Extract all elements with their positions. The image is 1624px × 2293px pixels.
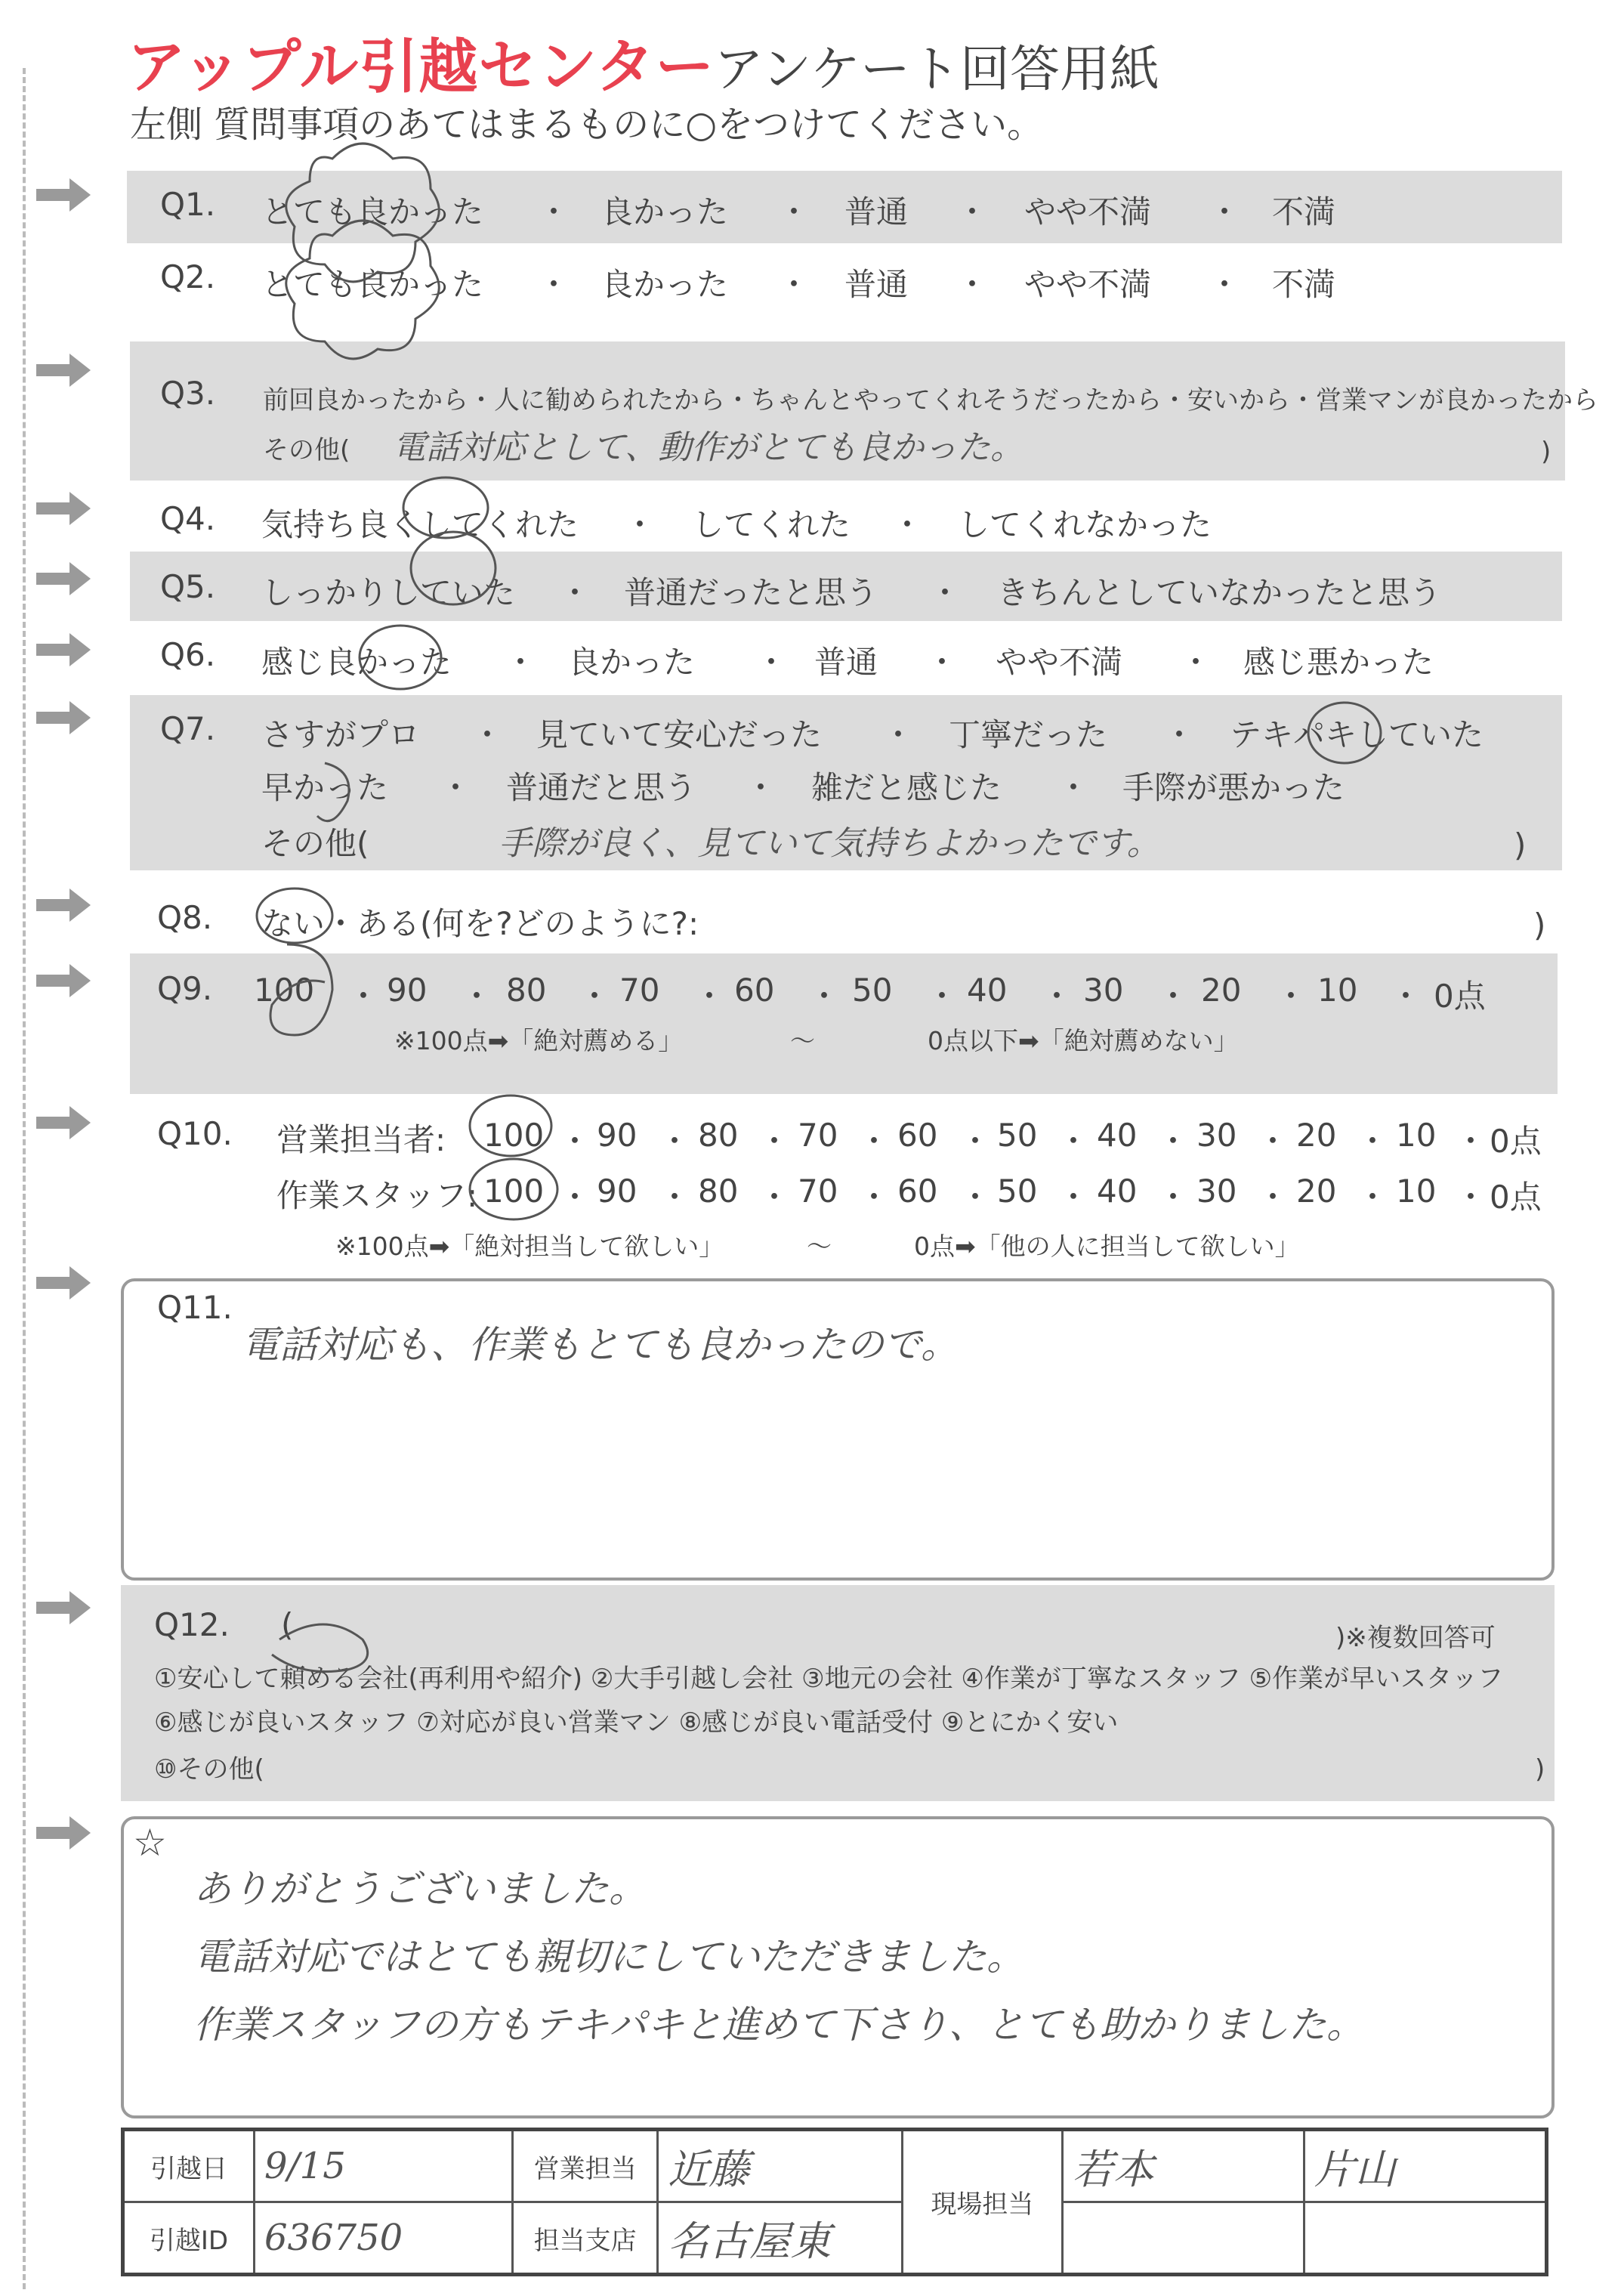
q7-option-7[interactable]: 雑だと感じた xyxy=(811,769,1002,806)
sales-label: 営業担当 xyxy=(513,2130,658,2202)
q1-option-4[interactable]: やや不満 xyxy=(1024,193,1152,230)
q2-option-1[interactable]: とても良かった xyxy=(261,266,484,303)
q9-label: Q9. xyxy=(157,970,213,1007)
move-id-label: 引越ID xyxy=(123,2202,255,2275)
q10-label: Q10. xyxy=(157,1115,233,1152)
q12-other-label: ⑩その他( xyxy=(154,1754,264,1785)
q9-score-0[interactable]: 0点 xyxy=(1434,978,1486,1015)
q12-options-row1[interactable]: ①安心して頼める会社(再利用や紹介) ②大手引越し会社 ③地元の会社 ④作業が丁寧なスタッフ ⑤作業が早いスタッフ xyxy=(154,1664,1504,1694)
q10-sales-score-70[interactable]: 70 xyxy=(798,1117,838,1154)
form-title: アンケート回答用紙 xyxy=(714,40,1160,98)
comment-line-2[interactable]: 電話対応ではとても親切にしていただきました。 xyxy=(193,1935,1024,1979)
q9-note-right: 0点以下➡「絶対薦めない」 xyxy=(928,1026,1239,1055)
q9-score-40[interactable]: 40 xyxy=(967,972,1008,1009)
q7-option-8[interactable]: 手際が悪かった xyxy=(1122,769,1345,806)
q10-staff-score-80[interactable]: 80 xyxy=(698,1173,739,1210)
q9-score-10[interactable]: 10 xyxy=(1317,972,1358,1009)
q9-score-60[interactable]: 60 xyxy=(734,972,775,1009)
star-icon: ☆ xyxy=(133,1821,167,1865)
move-date-label: 引越日 xyxy=(123,2130,255,2202)
q10-staff-score-0[interactable]: 0点 xyxy=(1490,1179,1542,1216)
q5-option-1[interactable]: しっかりしていた xyxy=(261,574,516,611)
q10-sales-score-30[interactable]: 30 xyxy=(1196,1117,1237,1154)
q10-staff-score-70[interactable]: 70 xyxy=(798,1173,838,1210)
sales-name[interactable]: 近藤 xyxy=(668,2145,750,2193)
q10-staff-score-10[interactable]: 10 xyxy=(1396,1173,1437,1210)
q10-staff-score-100[interactable]: 100 xyxy=(483,1173,545,1210)
site-staff-2[interactable]: 片山 xyxy=(1314,2145,1396,2193)
q10-sales-label: 営業担当者: xyxy=(276,1121,446,1158)
q4-option-3[interactable]: してくれなかった xyxy=(958,506,1212,543)
q12-multi-note: )※複数回答可 xyxy=(1335,1623,1496,1653)
q6-option-4[interactable]: やや不満 xyxy=(996,644,1123,681)
q9-score-100[interactable]: 100 xyxy=(254,972,315,1009)
q10-sales-score-90[interactable]: 90 xyxy=(597,1117,638,1154)
q9-score-30[interactable]: 30 xyxy=(1083,972,1124,1009)
q6-option-2[interactable]: 良かった xyxy=(568,644,696,681)
q10-note-left: ※100点➡「絶対担当して欲しい」 xyxy=(335,1231,724,1261)
q12-options-row2[interactable]: ⑥感じが良いスタッフ ⑦対応が良い営業マン ⑧感じが良い電話受付 ⑨とにかく安い xyxy=(154,1707,1119,1738)
q4-option-2[interactable]: してくれた xyxy=(692,506,851,543)
q4-option-1[interactable]: 気持ち良くしてくれた xyxy=(261,506,579,543)
q9-score-90[interactable]: 90 xyxy=(387,972,428,1009)
q10-sales-score-60[interactable]: 60 xyxy=(897,1117,938,1154)
q6-label: Q6. xyxy=(160,636,216,673)
q10-staff-score-60[interactable]: 60 xyxy=(897,1173,938,1210)
q10-sales-score-10[interactable]: 10 xyxy=(1396,1117,1437,1154)
q7-option-3[interactable]: 丁寧だった xyxy=(949,716,1108,753)
comment-line-1[interactable]: ありがとうございました。 xyxy=(193,1867,647,1911)
q2-option-4[interactable]: やや不満 xyxy=(1024,266,1152,303)
q10-note-right: 0点➡「他の人に担当して欲しい」 xyxy=(914,1231,1300,1261)
q9-score-20[interactable]: 20 xyxy=(1201,972,1242,1009)
q2-option-3[interactable]: 普通 xyxy=(844,266,909,303)
branch-name[interactable]: 名古屋東 xyxy=(668,2217,832,2265)
move-id-value[interactable]: 636750 xyxy=(264,2217,403,2259)
q10-staff-score-90[interactable]: 90 xyxy=(597,1173,638,1210)
q10-sales-score-100[interactable]: 100 xyxy=(483,1117,545,1154)
q9-score-70[interactable]: 70 xyxy=(619,972,660,1009)
q7-label: Q7. xyxy=(160,710,216,747)
q10-sales-score-40[interactable]: 40 xyxy=(1097,1117,1138,1154)
q10-sales-score-80[interactable]: 80 xyxy=(698,1117,739,1154)
q3-label: Q3. xyxy=(160,375,216,412)
q1-option-5[interactable]: 不満 xyxy=(1272,193,1336,230)
q3-other-label: その他( xyxy=(263,435,350,465)
q1-option-3[interactable]: 普通 xyxy=(844,193,909,230)
q10-sales-score-50[interactable]: 50 xyxy=(997,1117,1038,1154)
q9-score-80[interactable]: 80 xyxy=(506,972,547,1009)
q12-label: Q12. xyxy=(154,1606,230,1643)
q11-answer[interactable]: 電話対応も、作業もとても良かったので。 xyxy=(242,1323,959,1367)
q10-staff-score-40[interactable]: 40 xyxy=(1097,1173,1138,1210)
q6-option-5[interactable]: 感じ悪かった xyxy=(1243,644,1434,681)
q7-other-label: その他( xyxy=(261,825,369,862)
q4-label: Q4. xyxy=(160,500,216,537)
move-date-value[interactable]: 9/15 xyxy=(264,2145,346,2187)
q10-sales-score-20[interactable]: 20 xyxy=(1296,1117,1337,1154)
q7-option-2[interactable]: 見ていて安心だった xyxy=(536,716,823,753)
site-staff-1[interactable]: 若本 xyxy=(1072,2145,1154,2193)
q10-staff-score-50[interactable]: 50 xyxy=(997,1173,1038,1210)
q1-option-2[interactable]: 良かった xyxy=(601,193,729,230)
binder-arrows xyxy=(0,0,98,2293)
q1-label: Q1. xyxy=(160,186,216,223)
q7-option-6[interactable]: 普通だと思う xyxy=(506,769,697,806)
q6-option-3[interactable]: 普通 xyxy=(814,644,878,681)
q3-options[interactable]: 前回良かったから・人に勧められたから・ちゃんとやってくれそうだったから・安いから・営業マンが良かったから xyxy=(263,385,1598,416)
q9-score-50[interactable]: 50 xyxy=(852,972,893,1009)
q7-option-4[interactable]: テキパキしていた xyxy=(1230,716,1484,753)
q11-label: Q11. xyxy=(157,1289,233,1326)
q2-option-2[interactable]: 良かった xyxy=(601,266,729,303)
q2-label: Q2. xyxy=(160,258,216,295)
q5-label: Q5. xyxy=(160,568,216,605)
q6-option-1[interactable]: 感じ良かった xyxy=(261,644,452,681)
q9-note-left: ※100点➡「絶対薦める」 xyxy=(394,1026,684,1055)
q8-label: Q8. xyxy=(157,899,213,936)
q7-option-1[interactable]: さすがプロ xyxy=(261,716,421,753)
q5-option-3[interactable]: きちんとしていなかったと思う xyxy=(997,574,1442,611)
q8-options[interactable]: ない・ある(何を?どのように?: xyxy=(261,905,699,942)
q7-option-5[interactable]: 早かった xyxy=(261,769,389,806)
q10-staff-score-30[interactable]: 30 xyxy=(1196,1173,1237,1210)
instruction-text: 左側 質問事項のあてはまるものに○をつけてください。 xyxy=(130,104,1044,146)
q10-staff-score-20[interactable]: 20 xyxy=(1296,1173,1337,1210)
company-title: アップル引越センター xyxy=(127,33,715,101)
q2-option-5[interactable]: 不満 xyxy=(1272,266,1336,303)
q10-staff-label: 作業スタッフ: xyxy=(276,1177,478,1214)
comment-line-3[interactable]: 作業スタッフの方もテキパキと進めて下さり、とても助かりました。 xyxy=(193,2003,1364,2047)
q5-option-2[interactable]: 普通だったと思う xyxy=(624,574,878,611)
q10-sales-score-0[interactable]: 0点 xyxy=(1490,1123,1542,1160)
q7-other-answer[interactable]: 手際が良く、見ていて気持ちよかったです。 xyxy=(499,824,1160,863)
q1-option-1[interactable]: とても良かった xyxy=(261,193,484,230)
branch-label: 担当支店 xyxy=(513,2202,658,2275)
footer-table xyxy=(121,2128,1548,2276)
q3-other-answer[interactable]: 電話対応として、動作がとても良かった。 xyxy=(393,428,1024,467)
site-label: 現場担当 xyxy=(903,2130,1062,2275)
